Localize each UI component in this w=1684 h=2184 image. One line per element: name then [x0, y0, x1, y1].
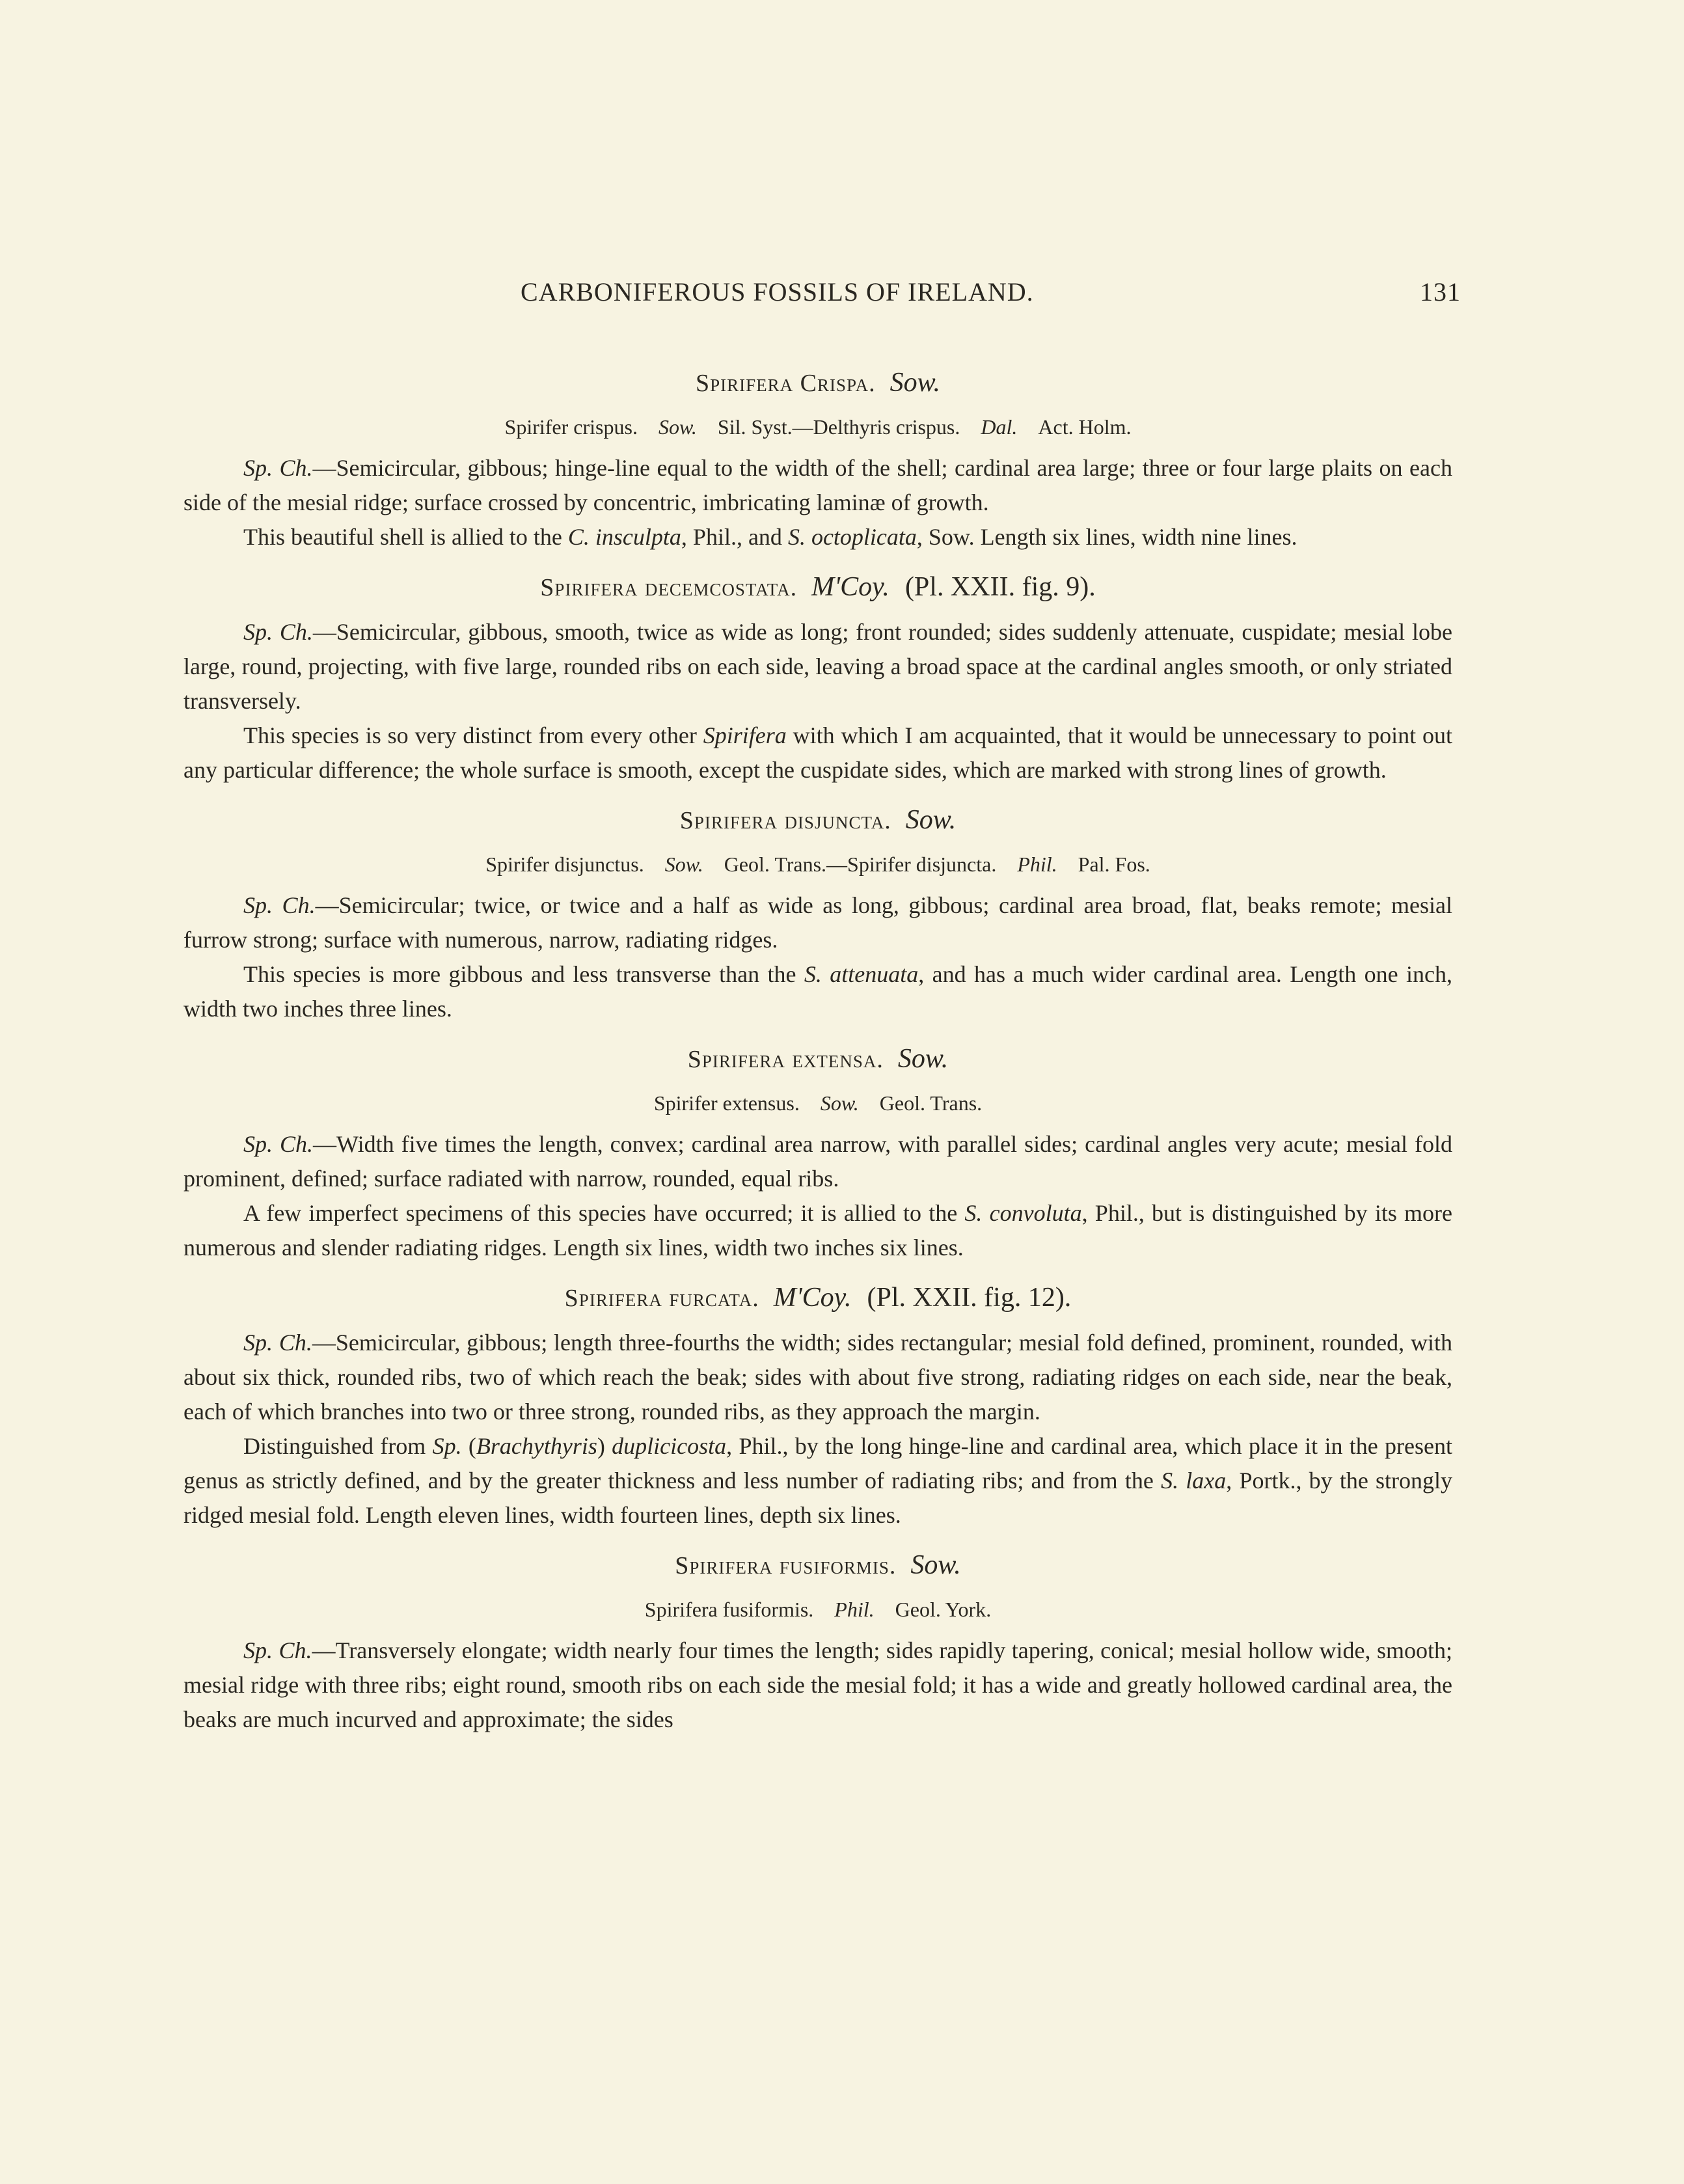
description-paragraph — [183, 888, 1452, 957]
text-run: —Transversely elongate; width nearly four times the length; sides rapidly tapering, conical; mesial hollow wide, smooth; mesial ridge with three ribs; eight round, smooth ribs on each side the mesial fold; it has a wide and greatly hollowed cardinal area, the beaks are much incurved and approximate; the sides — [183, 1637, 1452, 1732]
synonymy-part: Sil. Syst.—Delthyris crispus. — [717, 415, 960, 439]
synonymy-line — [183, 1593, 1452, 1626]
species-heading — [183, 802, 1452, 839]
synonymy-line — [183, 848, 1452, 880]
description-paragraph — [183, 957, 1452, 1026]
species-name: Spirifera extensa. — [687, 1046, 884, 1073]
synonymy-line — [183, 1087, 1452, 1119]
species-authority: Sow. — [890, 368, 940, 398]
text-run: , Phil., by the long hinge-line and cardinal area, which place it in the present genus as strictly defined, and by the greater thickness and less number of radiating ribs; and from the — [183, 1433, 1452, 1494]
synonymy-part: Geol. Trans. — [879, 1091, 983, 1115]
synonymy-part: Phil. — [834, 1598, 875, 1621]
species-name: Spirifera Crispa. — [696, 370, 876, 397]
species-name: Spirifera decemcostata. — [540, 574, 798, 601]
italic-text: S. octoplicata — [787, 524, 917, 550]
text-run: —Semicircular; twice, or twice and a half as wide as long, gibbous; cardinal area broad, flat, beaks remote; mesial furrow strong; surface with numerous, narrow, radiating ridges. — [183, 892, 1453, 953]
italic-text: Spirifera — [703, 722, 787, 748]
synonymy-part: Spirifer crispus. — [504, 415, 638, 439]
text-run: , Sow. Length six lines, width nine lines. — [916, 524, 1297, 550]
species-heading — [183, 364, 1452, 402]
page-number: 131 — [1420, 277, 1461, 307]
synonymy-part: Pal. Fos. — [1078, 853, 1150, 876]
text-run: ( — [461, 1433, 476, 1459]
description-paragraph — [183, 1196, 1452, 1265]
italic-text: Sp. Ch. — [243, 1131, 314, 1157]
text-run: ) — [597, 1433, 612, 1459]
text-run: —Semicircular, gibbous; length three-fourths the width; sides rectangular; mesial fold defined, prominent, rounded, with about six thick, rounded ribs, two of which reach the beak; sides with about five strong, radiating ridges on each side, near the beak, each of which branches into two or three strong, rounded ribs, as they approach the margin. — [183, 1330, 1452, 1425]
species-authority: Sow. — [897, 1044, 949, 1074]
plate-reference: (Pl. XXII. fig. 9). — [904, 572, 1096, 602]
species-authority: M'Coy. — [773, 1283, 852, 1313]
italic-text: S. laxa — [1161, 1467, 1227, 1494]
description-paragraph — [183, 1127, 1452, 1196]
synonymy-part: Spirifer extensus. — [653, 1091, 800, 1115]
description-paragraph — [183, 520, 1452, 554]
text-run: A few imperfect specimens of this species have occurred; it is allied to the — [243, 1200, 965, 1226]
species-entry — [183, 569, 1452, 787]
synonymy-part: Geol. Trans.—Spirifer disjuncta. — [724, 853, 997, 876]
italic-text: S. convoluta — [964, 1200, 1082, 1226]
text-run: with which I am acquainted, that it would be unnecessary to point out any particular difference; the whole surface is smooth, except the cuspidate sides, which are marked with strong lines of growth. — [183, 722, 1452, 783]
species-authority: Sow. — [905, 805, 957, 835]
text-run: —Semicircular, gibbous, smooth, twice as wide as long; front rounded; sides suddenly attenuate, cuspidate; mesial lobe large, round, projecting, with five large, rounded ribs on each side, leaving a broad space at the cardinal angles smooth, or only striated transversely. — [183, 619, 1452, 714]
species-entry — [183, 1547, 1452, 1737]
description-paragraph — [183, 451, 1452, 520]
synonymy-part: Sow. — [664, 853, 703, 876]
synonymy-part: Sow. — [658, 415, 697, 439]
running-head — [182, 277, 1461, 316]
italic-text: duplicicosta — [612, 1433, 727, 1459]
text-run: , Phil., but is distinguished by its more numerous and slender radiating ridges. Length six lines, width two inches six lines. — [183, 1200, 1453, 1261]
species-heading — [183, 1041, 1452, 1078]
text-run: Distinguished from — [243, 1433, 433, 1459]
description-paragraph — [183, 718, 1452, 787]
text-run: , Portk., by the strongly ridged mesial fold. Length eleven lines, width fourteen lines, depth six lines. — [183, 1467, 1453, 1528]
species-entry — [183, 364, 1452, 554]
text-run: This species is more gibbous and less transverse than the — [243, 961, 804, 987]
text-run: , and has a much wider cardinal area. Length one inch, width two inches three lines. — [183, 961, 1452, 1022]
italic-text: C. insculpta — [567, 524, 681, 550]
species-name: Spirifera fusiformis. — [675, 1552, 897, 1579]
text-run: This beautiful shell is allied to the — [243, 524, 568, 550]
synonymy-part: Geol. York. — [895, 1598, 992, 1621]
description-paragraph — [183, 615, 1452, 718]
synonymy-part: Act. Holm. — [1038, 415, 1132, 439]
species-entry — [183, 1041, 1452, 1265]
description-paragraph — [183, 1429, 1452, 1533]
text-run: , Phil., and — [681, 524, 788, 550]
species-entry — [183, 1279, 1452, 1533]
italic-text: S. attenuata — [804, 961, 919, 987]
species-heading — [183, 569, 1452, 606]
italic-text: Sp. Ch. — [243, 892, 316, 918]
text-run: This species is so very distinct from every other — [243, 722, 703, 748]
italic-text: Sp. — [432, 1433, 462, 1459]
italic-text: Sp. Ch. — [243, 1637, 312, 1663]
species-entry — [183, 802, 1452, 1026]
italic-text: Brachythyris — [476, 1433, 597, 1459]
plate-reference: (Pl. XXII. fig. 12). — [867, 1283, 1072, 1313]
species-name: Spirifera disjuncta. — [679, 807, 891, 834]
species-authority: Sow. — [910, 1550, 961, 1580]
species-name: Spirifera furcata. — [564, 1285, 759, 1312]
species-authority: M'Coy. — [811, 572, 890, 602]
synonymy-part: Spirifer disjunctus. — [485, 853, 644, 876]
body-text — [183, 364, 1452, 1751]
species-heading — [183, 1547, 1452, 1584]
description-paragraph — [183, 1633, 1452, 1737]
description-paragraph — [183, 1326, 1452, 1429]
text-run: —Semicircular, gibbous; hinge-line equal to the width of the shell; cardinal area large; three or four large plaits on each side of the mesial ridge; surface crossed by concentric, imbricating laminæ of growth. — [183, 455, 1452, 515]
italic-text: Sp. Ch. — [243, 455, 313, 481]
text-run: —Width five times the length, convex; cardinal area narrow, with parallel sides; cardinal angles very acute; mesial fold prominent, defined; surface radiated with narrow, rounded, equal ribs. — [183, 1131, 1453, 1192]
italic-text: Sp. Ch. — [243, 619, 313, 645]
synonymy-line — [183, 411, 1452, 443]
running-title: CARBONIFEROUS FOSSILS OF IRELAND. — [521, 277, 1034, 307]
species-heading — [183, 1279, 1452, 1317]
synonymy-part: Phil. — [1017, 853, 1057, 876]
synonymy-part: Dal. — [981, 415, 1018, 439]
italic-text: Sp. Ch. — [243, 1330, 312, 1356]
synonymy-part: Sow. — [820, 1091, 859, 1115]
synonymy-part: Spirifera fusiformis. — [644, 1598, 814, 1621]
